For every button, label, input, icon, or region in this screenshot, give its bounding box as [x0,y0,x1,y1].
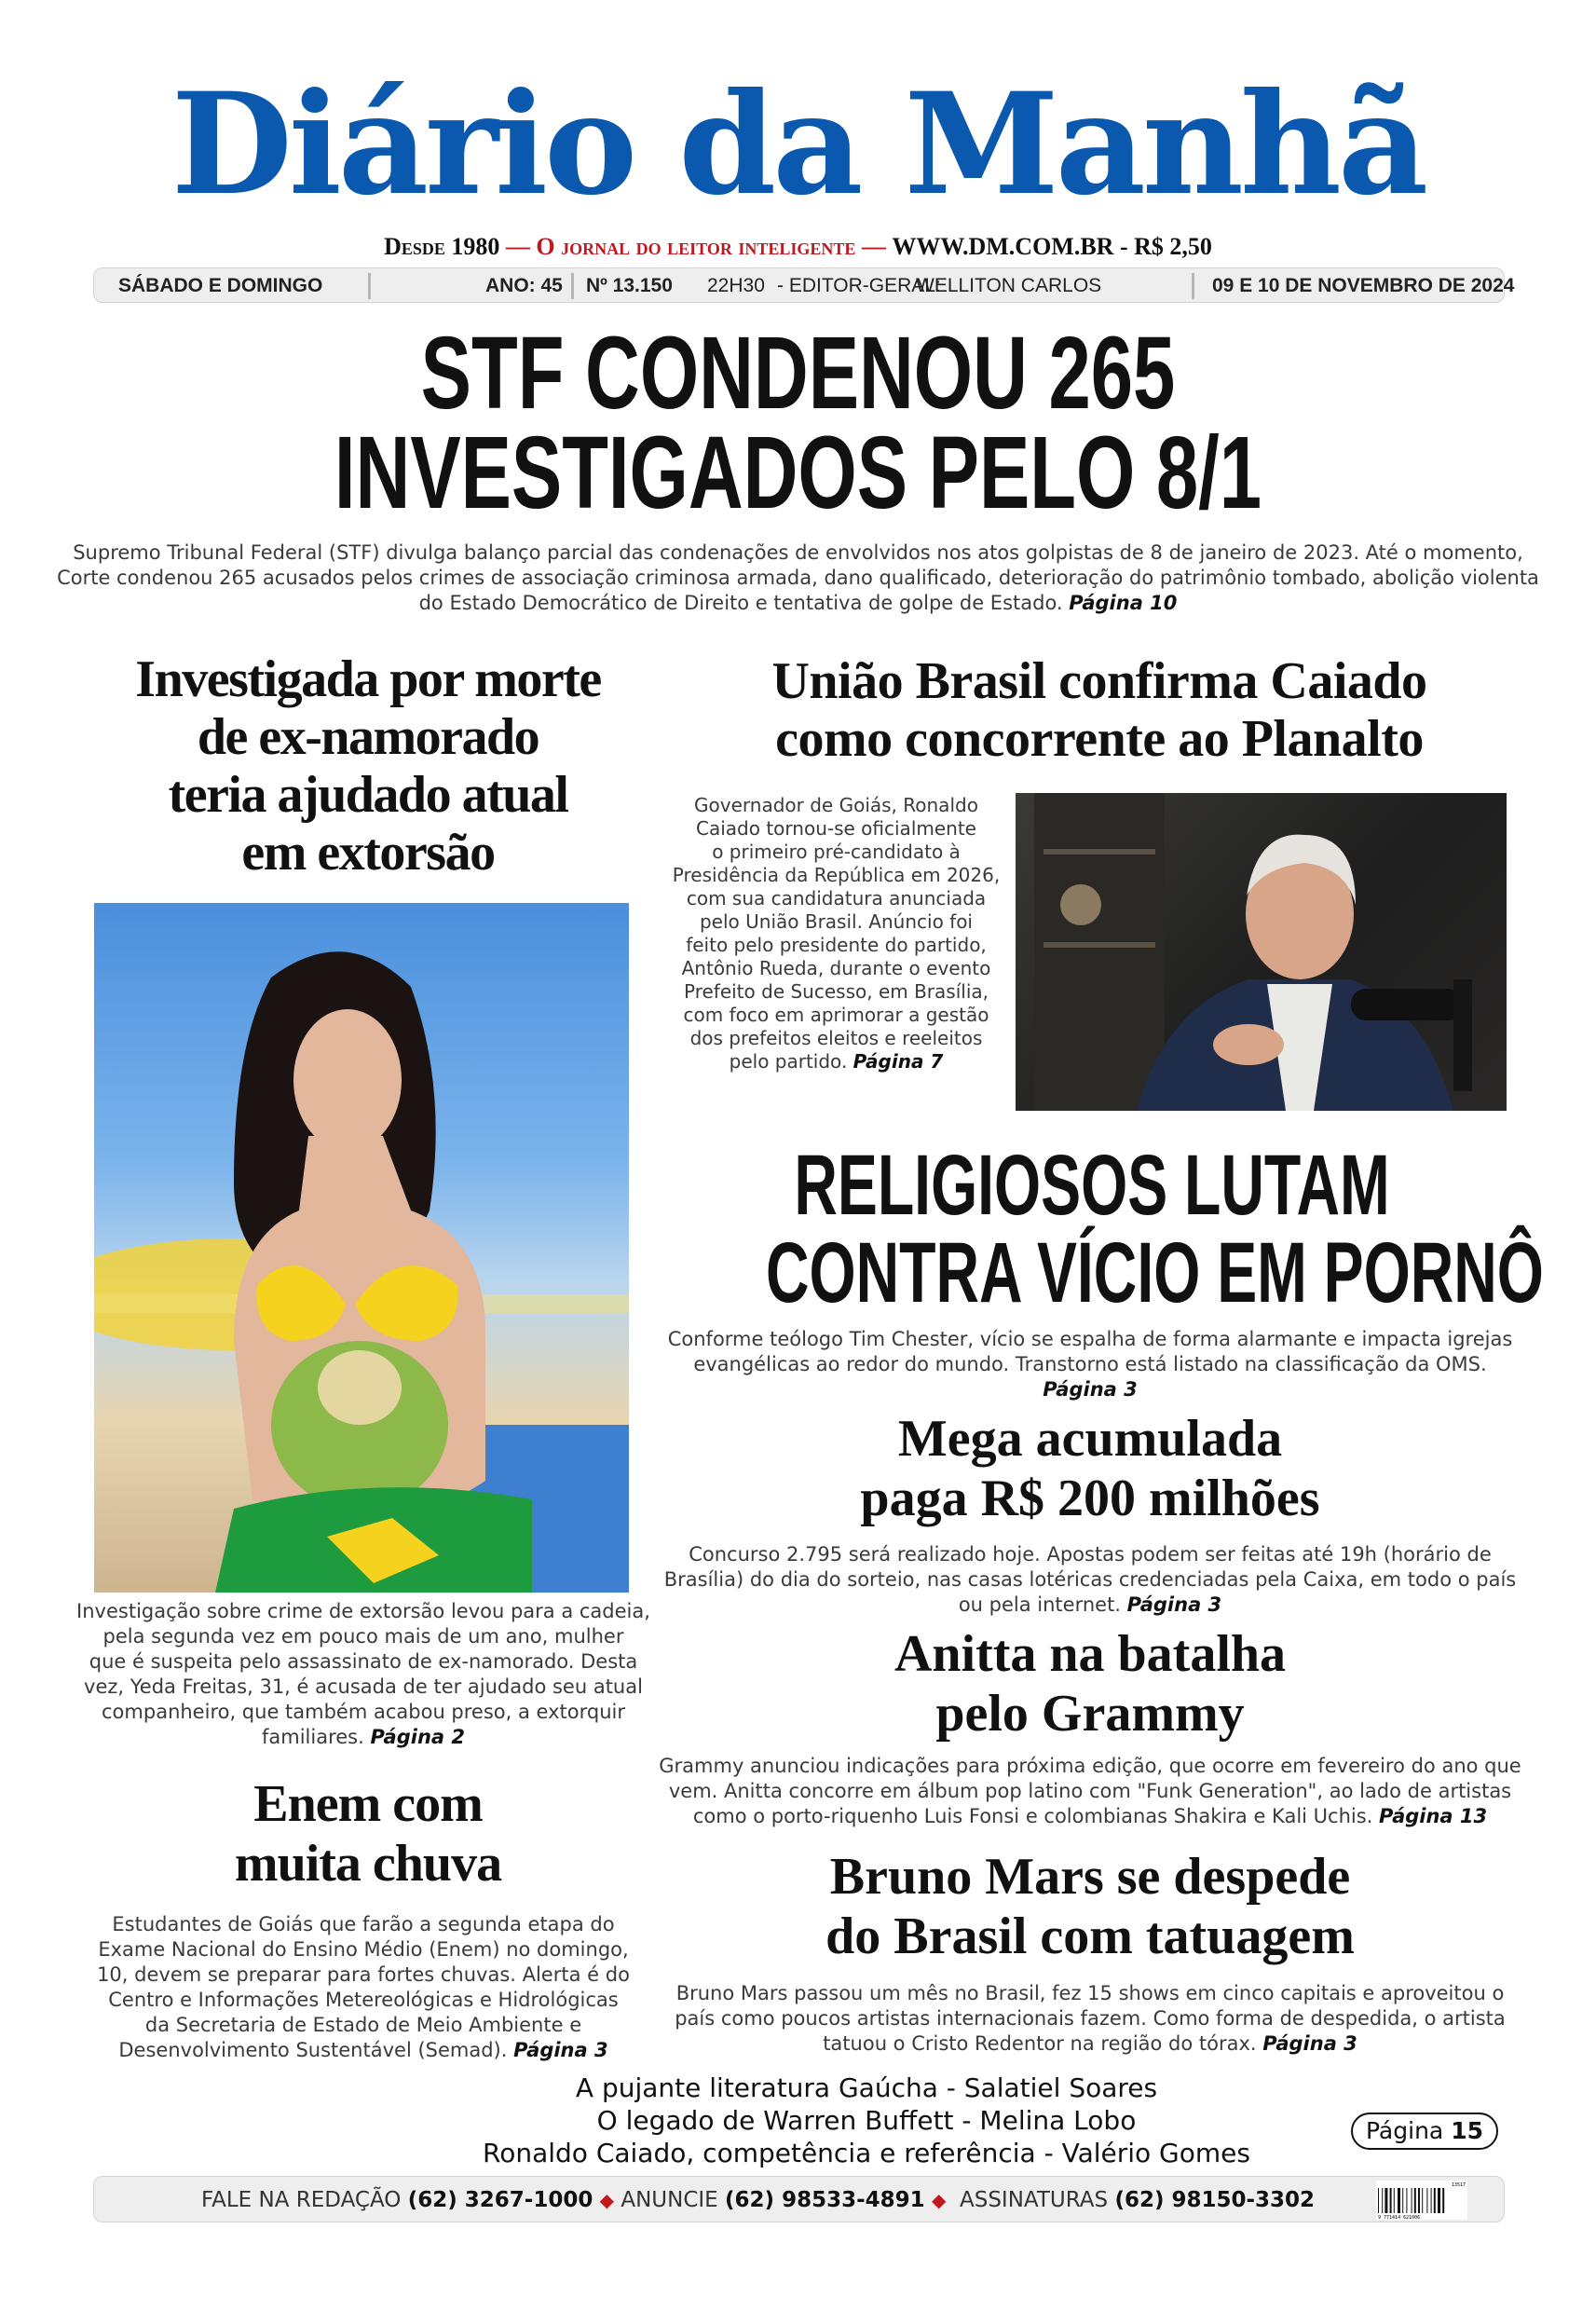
summary-line: Brasília) do dia do sorteio, nas casas lotéricas credenciadas pela Caixa, em todo o país [663,1568,1517,1591]
summary-line [643,1377,1537,1402]
headline-line: em extorsão [241,824,495,882]
lead-summary-text: do Estado Democrático de Direito e tentativa de golpe de Estado. [418,592,1063,614]
caiado-photo-illustration [1016,793,1507,1111]
summary-line: pela segunda vez em pouco mais de um ano, mulher [102,1625,624,1648]
summary-line: Conforme teólogo Tim Chester, vício se espalha de forma alarmante e impacta igrejas [667,1328,1513,1350]
lead-summary-line: Supremo Tribunal Federal (STF) divulga balanço parcial das condenações de envolvidos nos atos golpistas de 8 de janeiro de 2023. Até o momento, [73,541,1523,564]
divider [571,273,574,299]
subscriptions-phone[interactable]: (62) 98150-3302 [1114,2188,1316,2212]
page-badge[interactable] [1351,2113,1498,2150]
newsroom-label: FALE NA REDAÇÃO [201,2188,402,2212]
enem-summary [56,1912,671,2063]
page-badge-number: 15 [1451,2117,1483,2144]
mega-summary [643,1542,1537,1618]
summary-line: que é suspeita pelo assassinato de ex-namorado. Desta [89,1650,638,1673]
summary-text: pelo partido. [729,1050,848,1073]
summary-line: Concurso 2.795 será realizado hoje. Apostas podem ser feitas até 19h (horário de [689,1543,1492,1566]
page-reference[interactable]: Página 13 [1379,1805,1488,1827]
page-reference[interactable]: Página 3 [1126,1593,1222,1616]
headline-line: muita chuva [234,1835,502,1893]
lead-summary-line: Corte condenou 265 acusados pelos crimes de associação criminosa armada, dano qualificado, deterioração do patrimônio tombado, abolição violenta [57,567,1539,589]
newspaper-logo: Diário da Manhã [171,62,1425,226]
edition-day: SÁBADO E DOMINGO [118,275,323,296]
headline-line: Enem com [253,1775,483,1833]
summary-line: com foco em aprimorar a gestão [683,1004,989,1026]
summary-line: o primeiro pré-candidato à [712,841,961,863]
summary-line [56,2038,671,2063]
religiosos-summary [643,1327,1537,1402]
since-text: Desde 1980 [384,233,500,260]
barcode-top-number: 13517 [1451,2182,1466,2188]
summary-line: da Secretaria de Estado de Meio Ambiente e [144,2014,582,2036]
summary-line: evangélicas ao redor do mundo. Transtorno está listado na classificação da OMS. [693,1353,1487,1375]
contact-bar [93,2176,1505,2222]
headline-line: Investigada por morte [135,650,601,708]
ads-label: ANUNCIE [621,2188,718,2212]
barcode-number: 9 771414 621006 [1378,2215,1421,2220]
barcode-icon [1376,2181,1467,2220]
enem-headline[interactable] [56,1774,680,1894]
divider [1192,273,1194,299]
edition-number: Nº 13.150 [586,275,673,296]
diamond-icon: ◆ [931,2189,947,2211]
headline-line: União Brasil confirma Caiado [771,652,1427,710]
caiado-headline[interactable] [652,652,1547,768]
opinion-columns [401,2072,1332,2169]
page-reference[interactable]: Página 3 [513,2039,608,2061]
summary-line: vez, Yeda Freitas, 31, é acusada de ter ajudado seu atual [84,1675,643,1698]
religiosos-headline-line2[interactable]: CONTRA VÍCIO EM PORNÔ [766,1225,1544,1320]
edition-time: 22H30 [707,275,765,296]
summary-line [671,1050,1002,1073]
summary-line: Bruno Mars passou um mês no Brasil, fez 15 shows em cinco capitais e aproveitou o [675,1982,1505,2004]
mega-headline[interactable] [652,1409,1528,1528]
divider [368,273,371,299]
page-reference[interactable]: Página 3 [1043,1378,1138,1401]
summary-line: Estudantes de Goiás que farão a segunda etapa do [112,1913,615,1935]
headline-line: Mega acumulada [897,1410,1283,1468]
summary-line: país como poucos artistas internacionais fazem. Como forma de despedida, o artista [675,2007,1506,2030]
summary-line: 10, devem se preparar para fortes chuvas. Alerta é do [97,1963,630,1986]
lead-summary-line [56,591,1540,616]
summary-line: Antônio Rueda, durante o evento [681,957,991,979]
page-reference[interactable]: Página 7 [853,1050,944,1073]
editor-name: WELLITON CARLOS [916,275,1102,296]
summary-line: companheiro, que também acabou preso, a extorquir [102,1701,625,1723]
edition-date: 09 E 10 DE NOVEMBRO DE 2024 [1212,275,1515,296]
summary-line: pelo União Brasil. Anúncio foi [699,910,973,933]
price-text: - R$ 2,50 [1113,233,1212,260]
subscriptions-label: ASSINATURAS [959,2188,1109,2212]
summary-line: Prefeito de Sucesso, em Brasília, [683,980,989,1003]
summary-line: Caiado tornou-se oficialmente [696,817,976,840]
summary-line: Governador de Goiás, Ronaldo [694,794,978,816]
site-url[interactable]: WWW.DM.COM.BR [892,233,1114,260]
anitta-summary [643,1754,1537,1829]
summary-line [56,1725,671,1750]
ads-phone[interactable]: (62) 98533-4891 [725,2188,925,2212]
anitta-headline[interactable] [652,1624,1528,1744]
caiado-summary [671,794,1002,1073]
headline-line: Anitta na batalha [893,1625,1287,1683]
woman-photo-illustration [94,903,629,1593]
bruno-summary [643,1981,1537,2057]
summary-line: dos prefeitos eleitos e reeleitos [689,1027,983,1049]
summary-text: Desenvolvimento Sustentável (Semad). [118,2039,508,2061]
page-reference[interactable]: Página 10 [1069,592,1178,614]
lead-headline-line2[interactable]: INVESTIGADOS PELO 8/1 [334,416,1262,530]
bruno-headline[interactable] [652,1847,1528,1966]
newsroom-phone[interactable]: (62) 3267-1000 [407,2188,593,2212]
page-reference[interactable]: Página 2 [370,1726,465,1748]
summary-line: Centro e Informações Metereológicas e Hidrológicas [108,1989,619,2011]
headline-line: do Brasil com tatuagem [825,1908,1355,1965]
edition-year: ANO: 45 [485,275,563,296]
lead-headline-line1[interactable]: STF CONDENOU 265 [420,316,1176,431]
edition-info-bar [93,267,1515,303]
opinion-link[interactable]: A pujante literatura Gaúcha - Salatiel Soares [575,2072,1158,2103]
summary-line [643,1804,1537,1829]
tagline-dash: — [855,233,893,260]
summary-line: Presidência da República em 2026, [672,864,1001,886]
summary-text: ou pela internet. [958,1593,1121,1616]
religiosos-headline-line1[interactable]: RELIGIOSOS LUTAM [794,1138,1390,1233]
caiado-photo[interactable] [1016,793,1507,1111]
headline-line: pelo Grammy [935,1685,1245,1743]
headline-line: Bruno Mars se despede [829,1848,1351,1906]
headline-line: teria ajudado atual [168,766,568,824]
page-reference[interactable]: Página 3 [1262,2032,1357,2055]
contact-line [201,2188,1315,2212]
extortion-headline[interactable] [56,650,680,882]
headline-line: paga R$ 200 milhões [860,1470,1320,1527]
page-badge-label: Página [1365,2117,1444,2144]
woman-photo[interactable] [94,903,629,1593]
opinion-link[interactable]: Ronaldo Caiado, competência e referência - Valério Gomes [483,2138,1250,2168]
tagline-dash: — [499,233,537,260]
summary-line: Grammy anunciou indicações para próxima edição, que ocorre em fevereiro do ano que [659,1755,1521,1777]
summary-line: com sua candidatura anunciada [686,887,987,909]
summary-line: Exame Nacional do Ensino Médio (Enem) no domingo, [98,1938,629,1961]
summary-line: vem. Anitta concorre em álbum pop latino com "Funk Generation", ao lado de artistas [668,1780,1512,1802]
summary-line [643,2031,1537,2057]
summary-line: Investigação sobre crime de extorsão levou para a cadeia, [76,1600,650,1622]
extortion-summary [56,1599,671,1750]
summary-line: feito pelo presidente do partido, [686,934,987,956]
headline-line: como concorrente ao Planalto [775,710,1424,768]
summary-text: tatuou o Cristo Redentor na região do tórax. [823,2032,1257,2055]
opinion-link[interactable]: O legado de Warren Buffett - Melina Lobo [596,2105,1137,2136]
headline-line: de ex-namorado [197,708,539,766]
summary-line [643,1593,1537,1618]
summary-text: familiares. [262,1726,364,1748]
masthead-tagline [0,231,1596,263]
lead-summary [56,540,1540,616]
summary-text: como o porto-riquenho Luis Fonsi e colombianas Shakira e Kali Uchis. [692,1805,1373,1827]
slogan-text: O jornal do leitor inteligente [536,233,856,260]
editor-label: - EDITOR-GERAL: [777,275,941,296]
diamond-icon: ◆ [599,2189,615,2211]
